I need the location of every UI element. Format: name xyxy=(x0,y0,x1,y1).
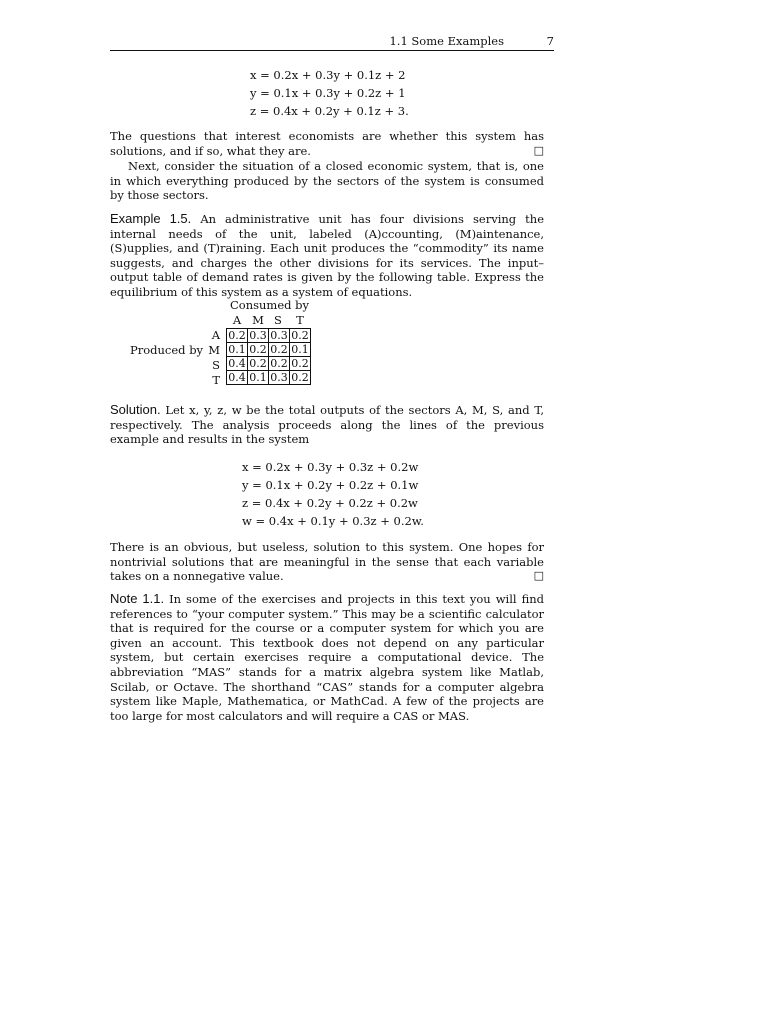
note-block xyxy=(110,592,544,723)
table-cell: 0.3 xyxy=(249,329,267,342)
table-cell: 0.2 xyxy=(249,357,267,370)
equation-system-1 xyxy=(250,66,409,120)
table-cell: 0.4 xyxy=(228,371,246,384)
equation-line: x = 0.2x + 0.3y + 0.3z + 0.2w xyxy=(242,460,419,474)
table-cell: 0.2 xyxy=(291,371,309,384)
table-cell: 0.1 xyxy=(291,343,309,356)
qed-square-icon: □ xyxy=(533,569,544,582)
running-header xyxy=(110,34,554,51)
table-cell: 0.2 xyxy=(291,329,309,342)
row-header: A xyxy=(211,328,220,342)
note-text: In some of the exercises and projects in this text you will find references to “your computer system.” This may be a scientific calculator that is required for the course or a computer system for which you are given an account. This textbook does not depend on any particular system, but certain exercises require a computational device. The abbreviation “MAS” stands for a matrix algebra system like Matlab, Scilab, or Octave. The shorthand “CAS” stands for a computer algebra system like Maple, Mathematica, or MathCad. A few of the projects are too large for most calculators and will require a CAS or MAS. xyxy=(110,592,545,723)
column-header: A xyxy=(232,313,242,327)
table-cell: 0.2 xyxy=(270,343,288,356)
row-header: S xyxy=(212,358,220,372)
table-cell: 0.3 xyxy=(270,371,288,384)
table-cell: 0.2 xyxy=(270,357,288,370)
table-row xyxy=(227,343,311,357)
input-output-table xyxy=(130,298,330,390)
equation-line: y = 0.1x + 0.2y + 0.2z + 0.1w xyxy=(242,478,419,492)
solution-block xyxy=(110,403,544,447)
equation-line: z = 0.4x + 0.2y + 0.1z + 3. xyxy=(250,104,409,118)
row-header: T xyxy=(212,373,220,387)
solution-label: Solution. xyxy=(110,402,161,417)
paragraph-text: The questions that interest economists are whether this system has solutions, and if so, what they are. xyxy=(110,129,544,158)
paragraph-economists xyxy=(110,129,544,158)
column-header: S xyxy=(274,313,282,327)
solution-text: Let x, y, z, w be the total outputs of the sectors A, M, S, and T, respectively. The analysis proceeds along the lines of the previous example and results in the system xyxy=(110,403,544,447)
page-number: 7 xyxy=(546,34,554,48)
table-cell: 0.4 xyxy=(228,357,246,370)
equation-line: x = 0.2x + 0.3y + 0.1z + 2 xyxy=(250,68,406,82)
table-cell: 0.2 xyxy=(291,357,309,370)
example-text: An administrative unit has four divisions serving the internal needs of the unit, labeled (A)ccounting, (M)aintenance, (S)upplies, and (T)raining. Each unit produces the “commodity” its name suggests, and charges the other divisions for its services. The input–output table of demand rates is given by the following table. Express the equilibrium of this system as a system of equations. xyxy=(110,212,545,299)
example-label: Example 1.5. xyxy=(110,211,192,226)
column-header: M xyxy=(252,313,264,327)
column-header: T xyxy=(296,313,304,327)
table-row xyxy=(227,329,311,343)
table-cell: 0.2 xyxy=(249,343,267,356)
note-label: Note 1.1. xyxy=(110,591,165,606)
produced-by-label: Produced by xyxy=(130,343,204,357)
table-row xyxy=(227,371,311,385)
table-cell: 0.2 xyxy=(228,329,246,342)
row-header: M xyxy=(208,343,220,357)
table-cell: 0.3 xyxy=(270,329,288,342)
equation-line: y = 0.1x + 0.3y + 0.2z + 1 xyxy=(250,86,406,100)
example-block xyxy=(110,212,544,300)
paragraph-closed-system xyxy=(110,159,544,203)
rates-grid xyxy=(226,328,311,385)
table-row xyxy=(227,357,311,371)
paragraph-text: Next, consider the situation of a closed economic system, that is, one in which everything produced by the sectors of the system is consumed by those sectors. xyxy=(110,159,544,203)
equation-line: z = 0.4x + 0.2y + 0.2z + 0.2w xyxy=(242,496,418,510)
section-title: 1.1 Some Examples xyxy=(389,34,504,48)
paragraph-obvious-solution xyxy=(110,540,544,584)
equation-line: w = 0.4x + 0.1y + 0.3z + 0.2w. xyxy=(242,514,424,528)
consumed-by-label: Consumed by xyxy=(230,298,310,312)
paragraph-text: There is an obvious, but useless, solution to this system. One hopes for nontrivial solutions that are meaningful in the sense that each variable takes on a nonnegative value. xyxy=(110,540,544,584)
table-cell: 0.1 xyxy=(249,371,267,384)
table-cell: 0.1 xyxy=(228,343,246,356)
equation-system-2 xyxy=(242,458,424,530)
qed-square-icon: □ xyxy=(533,144,544,157)
